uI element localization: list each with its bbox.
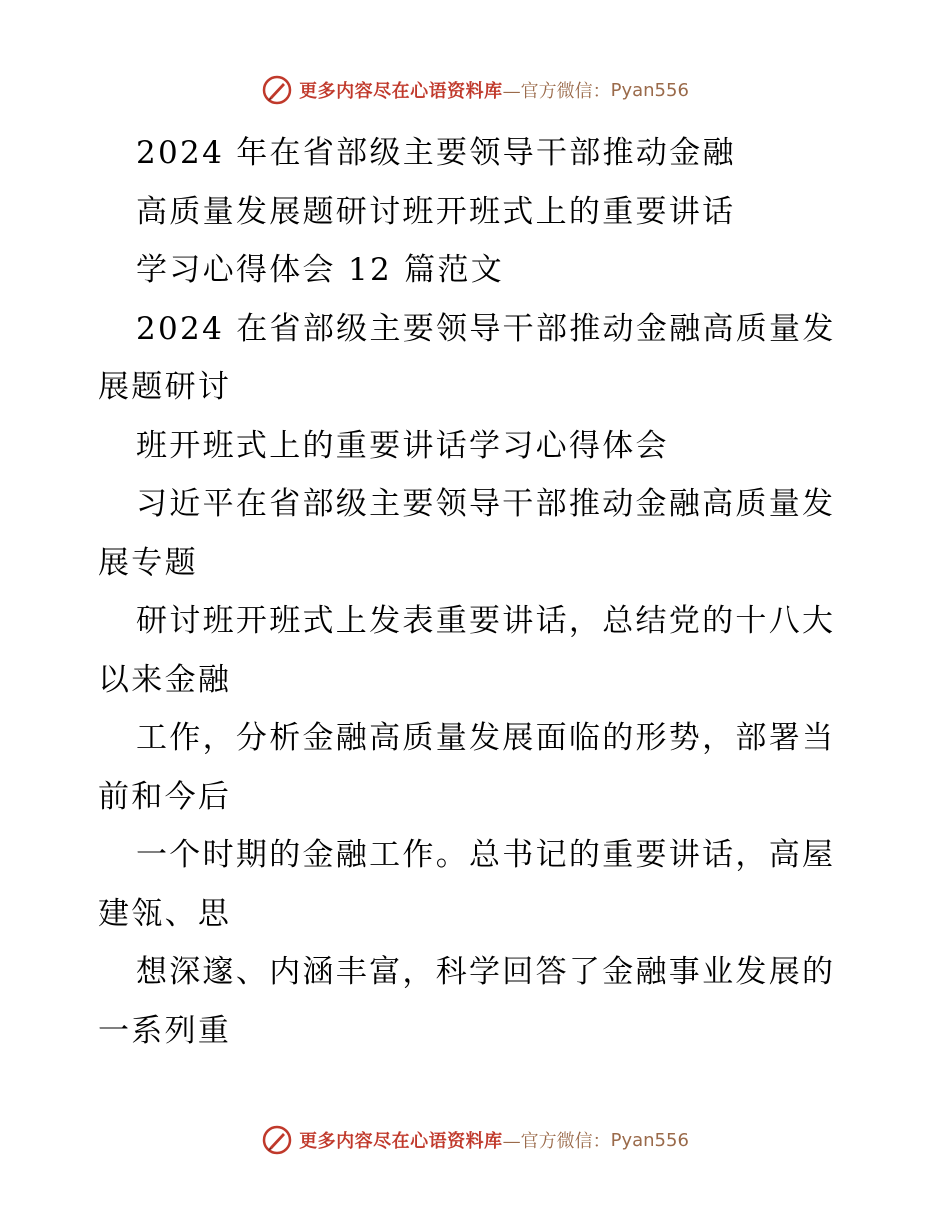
watermark-wechat-id: Pyan556 [610,1129,689,1151]
title-line-1: 2024 年在省部级主要领导干部推动金融 [136,135,736,171]
quill-logo-icon [261,1124,293,1156]
body-line: 一个时期的金融工作。总书记的重要讲话，高屋 [136,837,836,873]
footer-watermark [0,1122,950,1158]
body-line: 展题研讨 [98,369,232,405]
body-line: 想深邃、内涵丰富，科学回答了金融事业发展的 [136,954,836,990]
body-line: 研讨班开班式上发表重要讲话，总结党的十八大 [136,603,836,639]
watermark-suffix-text: —官方微信： [502,81,611,102]
title-line-3: 学习心得体会 12 篇范文 [136,252,505,288]
body-line: 以来金融 [98,661,232,698]
quill-logo-icon [261,74,293,106]
body-line: 班开班式上的重要讲话学习心得体会 [136,427,669,464]
body-line: 前和今后 [98,778,232,815]
body-line: 工作，分析金融高质量发展面临的形势，部署当 [136,720,836,756]
body-line: 2024 在省部级主要领导干部推动金融高质量发 [136,310,836,347]
title-line-2: 高质量发展题研讨班开班式上的重要讲话 [136,193,736,230]
document-body [98,124,858,1060]
header-watermark [0,72,950,108]
body-line: 一系列重 [98,1012,232,1049]
watermark-suffix-text: —官方微信： [502,1131,611,1152]
body-line: 建瓴、思 [98,895,232,932]
watermark-wechat-id: Pyan556 [610,79,689,101]
watermark-main-text: 更多内容尽在心语资料库 [299,1131,503,1152]
body-line: 习近平在省部级主要领导干部推动金融高质量发 [136,486,836,522]
watermark-main-text: 更多内容尽在心语资料库 [299,81,503,102]
body-line: 展专题 [98,544,198,581]
